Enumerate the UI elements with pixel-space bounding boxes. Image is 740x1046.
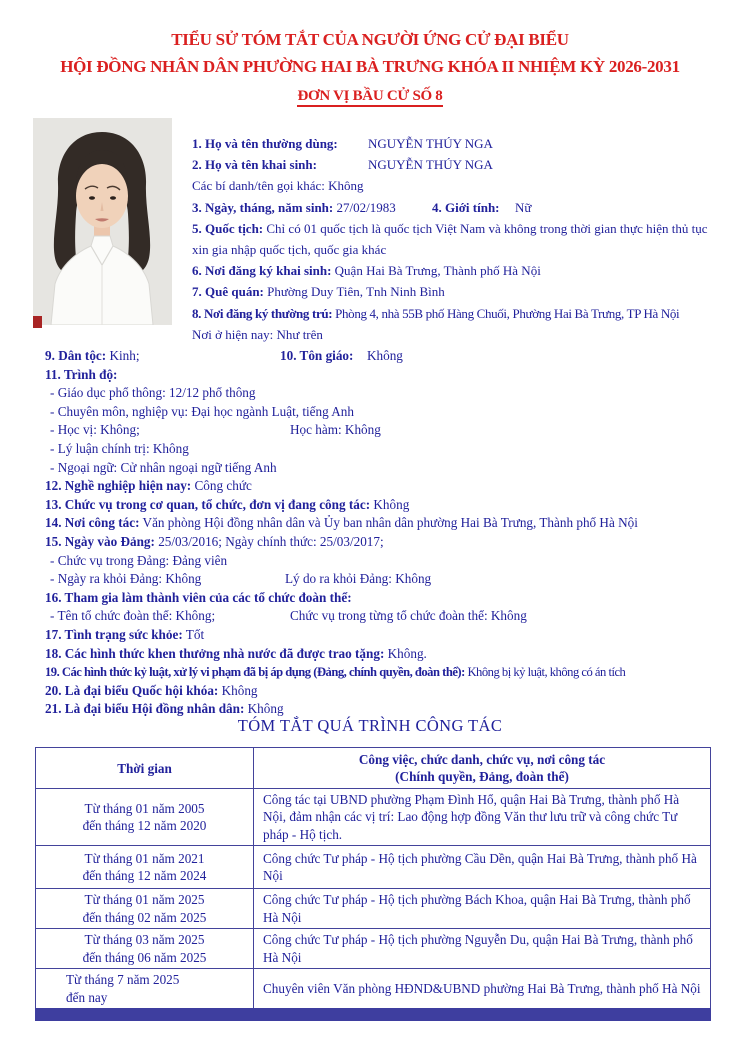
field-label: 17. Tình trạng sức khỏe: — [45, 626, 183, 642]
field-label: 20. Là đại biểu Quốc hội khóa: — [45, 682, 219, 698]
info-line — [192, 260, 716, 281]
time-period-line: đến tháng 02 năm 2025 — [82, 909, 207, 925]
field-value: Lý do ra khỏi Đảng: Không — [285, 571, 432, 587]
field-value: Chỉ có 01 quốc tịch là quốc tịch Việt Nam và không trong thời gian thực hiện thủ tục xin gia nhập quốc tịch, quốc gia khác — [192, 220, 708, 258]
time-period-cell — [36, 889, 254, 929]
field-label: 8. Nơi đăng ký thường trú: — [192, 305, 333, 321]
info-line — [45, 403, 717, 422]
time-period-line: đến tháng 12 năm 2024 — [82, 868, 207, 883]
field-value: 27/02/1983 — [333, 199, 396, 215]
personal-info-main-list — [45, 347, 717, 719]
time-period-line: Từ tháng 7 năm 2025 — [66, 972, 180, 987]
field-value: - Ngày ra khỏi Đảng: Không — [50, 571, 202, 587]
time-period-line: Từ tháng 01 năm 2021 — [84, 850, 205, 866]
field-value: - Ngoại ngữ: Cử nhân ngoại ngữ tiếng Anh — [50, 459, 277, 475]
info-line — [45, 366, 717, 385]
time-period-cell — [36, 789, 254, 846]
field-value: Không bị kỷ luật, không có án tích — [464, 665, 626, 680]
time-period-line: Từ tháng 01 năm 2005 — [84, 800, 205, 816]
field-label: 4. Giới tính: — [432, 199, 500, 215]
info-line — [45, 626, 717, 645]
history-row — [36, 846, 711, 889]
info-line — [45, 496, 717, 515]
info-line — [45, 459, 717, 478]
field-label: 16. Tham gia làm thành viên của các tổ chức đoàn thể: — [45, 589, 352, 605]
info-line — [45, 552, 717, 571]
field-label: 13. Chức vụ trong cơ quan, tổ chức, đơn vị đang công tác: — [45, 496, 371, 512]
info-line — [45, 477, 717, 496]
field-label: 14. Nơi công tác: — [45, 515, 140, 531]
table-header-row — [36, 748, 711, 789]
field-label: 3. Ngày, tháng, năm sinh: — [192, 199, 334, 215]
election-unit-title — [0, 88, 740, 105]
info-line — [192, 303, 716, 324]
field-value: Không. — [384, 645, 427, 661]
info-line — [192, 154, 716, 175]
history-row — [36, 789, 711, 846]
time-period-line: đến tháng 06 năm 2025 — [82, 949, 207, 965]
field-label: 6. Nơi đăng ký khai sinh: — [192, 263, 332, 279]
field-value: Phòng 4, nhà 55B phố Hàng Chuối, Phường Hai Bà Trưng, TP Hà Nội — [332, 305, 680, 321]
info-line — [192, 175, 716, 196]
field-label: 2. Họ và tên khai sinh: — [192, 157, 317, 173]
field-value: Kinh; — [106, 348, 140, 363]
election-unit-title-text: ĐƠN VỊ BẦU CỬ SỐ 8 — [297, 88, 442, 107]
info-line — [45, 514, 717, 533]
time-period-line: đến tháng 12 năm 2020 — [82, 818, 207, 833]
field-label: 15. Ngày vào Đảng: — [45, 533, 155, 549]
work-history-section-title: TÓM TẮT QUÁ TRÌNH CÔNG TÁC — [237, 716, 503, 735]
field-value: Tốt — [182, 626, 205, 642]
field-label: 12. Nghề nghiệp hiện nay: — [45, 478, 192, 494]
field-value: - Giáo dục phổ thông: 12/12 phổ thông — [50, 385, 256, 401]
field-value: - Chức vụ trong Đảng: Đảng viên — [50, 552, 228, 568]
work-column-header-line1: Công việc, chức danh, chức vụ, nơi công tác — [358, 752, 606, 767]
info-line — [45, 607, 717, 626]
field-label: 5. Quốc tịch: — [192, 220, 264, 236]
info-line — [45, 440, 717, 459]
info-line — [45, 663, 717, 682]
info-line — [45, 384, 717, 403]
field-value: Không — [218, 682, 258, 698]
work-description-cell: Công chức Tư pháp - Hộ tịch phường Cầu Dền, quận Hai Bà Trưng, thành phố Hà Nội — [254, 846, 711, 889]
footer-blue-bar — [35, 1008, 711, 1021]
field-value: - Tên tổ chức đoàn thể: Không; — [50, 608, 216, 624]
work-column-header — [254, 748, 711, 789]
field-value: - Chuyên môn, nghiệp vụ: Đại học ngành Luật, tiếng Anh — [50, 403, 354, 419]
field-value: Nữ — [515, 199, 532, 215]
field-value: Nơi ở hiện nay: Như trên — [192, 326, 323, 342]
info-line — [45, 589, 717, 608]
time-period-line: đến nay — [66, 989, 108, 1005]
field-label: 10. Tôn giáo: — [280, 348, 354, 363]
time-period-cell — [36, 846, 254, 889]
field-value: Chức vụ trong từng tổ chức đoàn thể: Không — [290, 608, 527, 624]
info-line — [192, 218, 716, 260]
info-line — [192, 324, 716, 345]
info-line — [45, 533, 717, 552]
field-label: 9. Dân tộc: — [45, 348, 107, 363]
personal-info-right-column — [192, 133, 716, 345]
field-value: 25/03/2016; Ngày chính thức: 25/03/2017; — [154, 533, 384, 549]
time-period-line: Từ tháng 01 năm 2025 — [84, 892, 205, 907]
field-value: Văn phòng Hội đồng nhân dân và Ủy ban nhân dân phường Hai Bà Trưng, Thành phố Hà Nội — [139, 515, 638, 531]
history-row — [36, 969, 711, 1009]
info-line — [45, 682, 717, 701]
info-line — [192, 281, 716, 302]
field-value: NGUYỄN THÚY NGA — [368, 157, 493, 173]
work-history-table — [35, 747, 711, 1009]
field-value: NGUYỄN THÚY NGA — [368, 136, 493, 151]
info-line — [45, 347, 717, 366]
time-period-cell — [36, 969, 254, 1009]
work-description-cell: Công chức Tư pháp - Hộ tịch phường Nguyễn Du, quận Hai Bà Trưng, thành phố Hà Nội — [254, 929, 711, 969]
field-value: Không — [244, 701, 284, 717]
field-label: 18. Các hình thức khen thưởng nhà nước đã được trao tặng: — [45, 645, 385, 661]
info-line — [45, 570, 717, 589]
field-value: Quận Hai Bà Trưng, Thành phố Hà Nội — [331, 263, 541, 279]
time-column-header: Thời gian — [36, 748, 254, 789]
field-label: 21. Là đại biểu Hội đồng nhân dân: — [45, 701, 245, 717]
work-column-header-line2: (Chính quyền, Đảng, đoàn thể) — [395, 769, 569, 784]
info-line — [45, 645, 717, 664]
info-line — [192, 133, 716, 154]
field-value: - Học vị: Không; — [50, 422, 140, 438]
document-title-line2: HỘI ĐỒNG NHÂN DÂN PHƯỜNG HAI BÀ TRƯNG KHÓA II NHIỆM KỲ 2026-2031 — [60, 57, 680, 76]
field-value: Không — [370, 496, 410, 512]
history-row — [36, 929, 711, 969]
portrait-illustration — [33, 118, 172, 325]
red-stamp-mark — [33, 316, 42, 328]
field-label: 1. Họ và tên thường dùng: — [192, 136, 338, 151]
field-value: Phường Duy Tiên, Tnh Ninh Bình — [263, 284, 445, 300]
field-value: Các bí danh/tên gọi khác: Không — [192, 178, 364, 194]
work-description-cell: Công tác tại UBND phường Phạm Đình Hổ, quận Hai Bà Trưng, thành phố Hà Nội, đảm nhận các vị trí: Lao động hợp đồng Văn thư lưu trữ và công chức Tư pháp - Hộ tịch. — [254, 789, 711, 846]
history-row — [36, 889, 711, 929]
work-description-cell: Chuyên viên Văn phòng HĐND&UBND phường Hai Bà Trưng, thành phố Hà Nội — [254, 969, 711, 1009]
work-description-cell: Công chức Tư pháp - Hộ tịch phường Bách Khoa, quận Hai Bà Trưng, thành phố Hà Nội — [254, 889, 711, 929]
field-value: - Lý luận chính trị: Không — [50, 440, 189, 456]
field-value: Công chức — [191, 478, 252, 494]
document-title-line1: TIỂU SỬ TÓM TẮT CỦA NGƯỜI ỨNG CỬ ĐẠI BIỂU — [171, 30, 569, 49]
field-label: 7. Quê quán: — [192, 284, 264, 300]
candidate-portrait-photo — [33, 118, 172, 325]
info-line — [45, 421, 717, 440]
time-period-cell — [36, 929, 254, 969]
field-value: Học hàm: Không — [290, 422, 381, 438]
time-period-line: Từ tháng 03 năm 2025 — [84, 932, 205, 947]
field-value: Không — [367, 348, 403, 363]
field-label: 11. Trình độ: — [45, 366, 118, 382]
field-label: 19. Các hình thức kỷ luật, xử lý vi phạm đã bị áp dụng (Đảng, chính quyền, đoàn thể): — [45, 665, 465, 680]
info-line — [192, 197, 716, 218]
